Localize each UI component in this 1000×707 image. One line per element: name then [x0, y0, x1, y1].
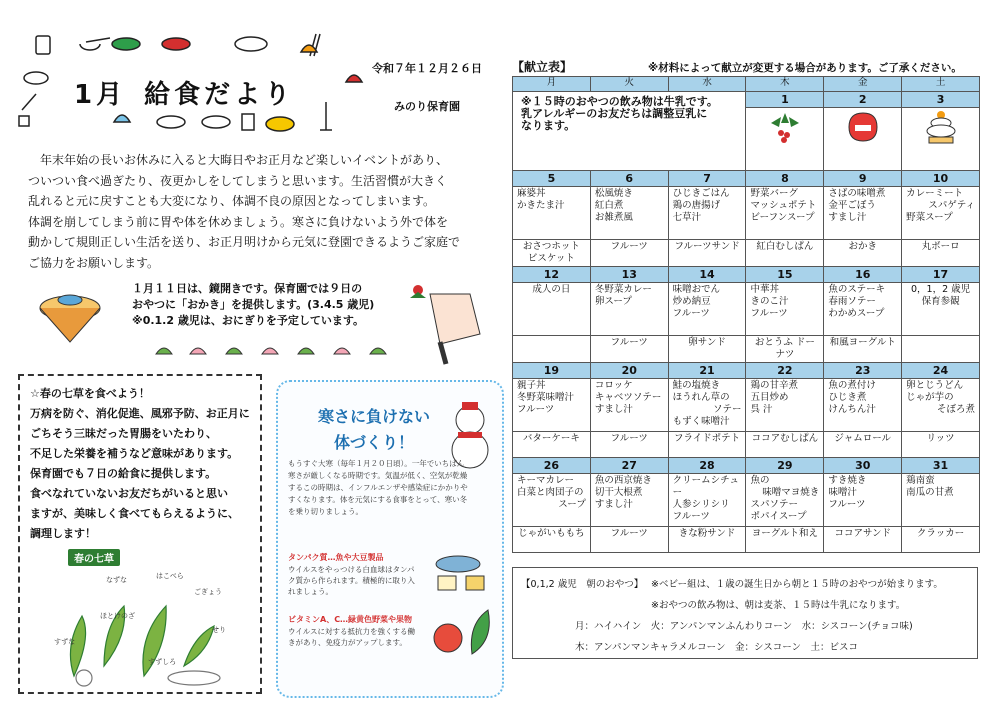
kagami-biraki-notice [132, 281, 402, 329]
menu-line: さばの味噌煮 [828, 188, 886, 199]
morning-snack-list-1: 月：ハイハイン 火：アンパンマンふんわりコーン 水：シスコーン(チョコ味) [575, 621, 913, 632]
snack-cell: フルーツ [590, 336, 668, 363]
date-row [513, 363, 980, 379]
winter-body: もうすぐ大寒（毎年１月２０日頃）。一年でいちばん寒さが厳しくなる時期です。気温が低く、空気が乾燥するこの時期は、インフルエンザや感染症にかかりやすくなります。体を元気にする食事をとって、寒い冬を乗り切りましょう。 [288, 459, 468, 516]
menu-line: 体調を崩してしまう前に胃や体を休めましょう。寒さに負けないよう外で体を [28, 214, 449, 229]
plant-label: ほとけのざ [100, 612, 135, 620]
date-cell: 9 [824, 171, 902, 187]
menu-line: ポパイスープ [750, 511, 807, 522]
snack-cell: リッツ [902, 432, 980, 458]
menu-line: すき焼き [828, 475, 867, 486]
snack-cell: ヨーグルト和え [746, 527, 824, 553]
plant-label: すずな [54, 638, 76, 646]
snack-cell: 丸ボーロ [902, 240, 980, 267]
menu-cell [902, 187, 980, 240]
menu-cell [824, 283, 902, 336]
menu-cell [746, 379, 824, 432]
menu-line: ひじきごはん [672, 188, 730, 199]
menu-cell [668, 474, 746, 527]
date-cell: 24 [902, 363, 980, 379]
plant-label: すずしろ [148, 658, 177, 666]
holiday-cell [746, 108, 824, 171]
menu-line: 麻婆丼 [517, 188, 546, 199]
menu-line: 鶏の甘辛煮 [750, 380, 798, 391]
fish-tofu-illustration [428, 550, 498, 594]
menu-cell [824, 474, 902, 527]
snack-cell: フルーツ [590, 527, 668, 553]
date-cell: 5 [513, 171, 591, 187]
snack-cell: じゃがいももち [513, 527, 591, 553]
menu-line: 魚の煮付け [828, 380, 876, 391]
menu-line: ソテー [712, 404, 742, 415]
menu-line: ビーフンスープ [750, 212, 815, 223]
snack-cell: フルーツサンド [668, 240, 746, 267]
menu-line: なります。 [521, 119, 576, 132]
menu-line: 鮭の塩焼き [672, 380, 721, 391]
menu-line: 卵スープ [594, 296, 632, 307]
shishimai-icon [843, 109, 883, 145]
menu-line: 年末年始の長いお休みに入ると大晦日やお正月など楽しいイベントがあり、 [40, 153, 449, 167]
date-cell: 13 [590, 267, 668, 283]
menu-line: キャベツソテー [594, 392, 662, 403]
menu-line: ☆春の七草を食べよう！ [30, 387, 150, 400]
menu-note: ※材料によって献立が変更する場合があります。ご了承ください。 [648, 62, 962, 74]
menu-line: 五目炒め [750, 392, 789, 403]
weekday-header: 金 [824, 77, 902, 92]
snack-cell: フルーツ [590, 432, 668, 458]
menu-line: お雑煮風 [594, 212, 633, 223]
menu-cell [590, 379, 668, 432]
menu-line: 寒さに負けない [317, 407, 430, 426]
menu-line: 万病を防ぐ、消化促進、風邪予防、お正月に [30, 407, 250, 420]
menu-line: 魚の [750, 475, 770, 486]
menu-line: 調理します！ [30, 527, 96, 540]
menu-cell [668, 187, 746, 240]
menu-line: 人参シリシリ [672, 499, 730, 510]
koma-top-illustration [30, 278, 125, 350]
pine-decoration-row [150, 340, 410, 360]
menu-line: 乳アレルギーのお友だちは調整豆乳に [521, 107, 708, 120]
menu-cell [746, 474, 824, 527]
menu-cell [902, 379, 980, 432]
milk-note [513, 92, 746, 171]
menu-line: きのこ汁 [750, 296, 789, 307]
protein-title: タンパク質…魚や大豆製品 [288, 553, 384, 562]
menu-line: フルーツ [672, 511, 710, 522]
date-cell: 14 [668, 267, 746, 283]
menu-line: ※１５時のおやつの飲み物は牛乳です。 [521, 95, 718, 108]
date-row [513, 458, 980, 474]
morning-snack-heading: 【0,1,2 歳児 朝のおやつ】 [521, 579, 644, 590]
snack-cell: 紅白むしぱん [746, 240, 824, 267]
snack-row [513, 240, 980, 267]
date-row [513, 171, 980, 187]
menu-line: ひじき煮 [828, 392, 867, 403]
date-cell: 2 [824, 92, 902, 108]
issue-date: 令和７年１２月２６日 [372, 62, 482, 75]
menu-line: すまし汁 [594, 404, 633, 415]
menu-cell [824, 379, 902, 432]
menu-line: けんちん汁 [828, 404, 876, 415]
nanakusa-label: 春の七草 [68, 549, 120, 566]
menu-line: キーマカレー [517, 475, 575, 486]
menu-line: 味噌マヨ焼き [762, 487, 820, 498]
snack-cell: おかき [824, 240, 902, 267]
plant-label: ごぎょう [194, 588, 222, 596]
menu-line: 南瓜の甘煮 [906, 487, 954, 498]
menu-line: コロッケ [594, 380, 633, 391]
date-cell: 1 [746, 92, 824, 108]
intro-text [28, 150, 498, 273]
date-cell: 27 [590, 458, 668, 474]
menu-line: マッシュポテト [750, 200, 817, 211]
menu-line: 炒め納豆 [672, 296, 711, 307]
snack-cell: フルーツ [590, 240, 668, 267]
menu-line: 春雨ソテー [828, 296, 876, 307]
menu-line: 親子丼 [517, 380, 546, 391]
snack-cell: 卵サンド [668, 336, 746, 363]
morning-snack-note-2: ※おやつの飲み物は、朝は麦茶、１５時は牛乳になります。 [651, 600, 906, 611]
menu-line: 魚の西京焼き [594, 475, 652, 486]
menu-line: ご協力をお願いします。 [28, 255, 160, 270]
menu-line: 紅白煮 [594, 200, 624, 211]
menu-line: ※0.1.2 歳児は、おにぎりを予定しています。 [132, 314, 364, 327]
menu-line: すまし汁 [828, 212, 867, 223]
menu-cell [513, 379, 591, 432]
dish-row [513, 187, 980, 240]
winter-title [314, 404, 434, 456]
menu-line: そぼろ煮 [936, 404, 975, 415]
winter-health-box [276, 380, 504, 698]
menu-line: 野菜バーグ [750, 188, 798, 199]
hagoita-illustration [400, 280, 490, 368]
newsletter-title [74, 74, 294, 111]
nanakusa-plants-illustration [44, 566, 244, 688]
date-row [513, 92, 980, 108]
menu-line: 七草汁 [672, 212, 702, 223]
menu-line: 味噌汁 [828, 487, 857, 498]
plant-label: なずな [106, 576, 127, 584]
menu-line: 鶏南蛮 [906, 475, 935, 486]
snack-cell: フライドポテト [668, 432, 746, 458]
dish-row [513, 474, 980, 527]
date-cell: 15 [746, 267, 824, 283]
date-cell: 29 [746, 458, 824, 474]
date-cell: 17 [902, 267, 980, 283]
snack-cell: ココアサンド [824, 527, 902, 553]
menu-line: かきたま汁 [517, 200, 565, 211]
menu-line: フルーツ [672, 308, 710, 319]
menu-line: カレーミート [906, 188, 964, 199]
snack-cell: バターケーキ [513, 432, 591, 458]
menu-cell [590, 474, 668, 527]
morning-snack-box [512, 567, 978, 659]
menu-line: 松風焼き [594, 188, 633, 199]
menu-line: おやつに「おかき」を提供します。(3.4.5 歳児) [132, 298, 375, 311]
menu-line: 冬野菜カレー [594, 284, 652, 295]
snack-cell: おとうふ ドーナツ [746, 336, 824, 363]
weekday-header: 水 [668, 77, 746, 92]
date-cell: 23 [824, 363, 902, 379]
menu-line: 鶏の唐揚げ [672, 200, 721, 211]
menu-line: 食べなれていないお友だちがいると思い [30, 487, 228, 500]
nanten-icon [765, 109, 805, 145]
snack-cell: おさつホット ビスケット [513, 240, 591, 267]
date-cell: 10 [902, 171, 980, 187]
snack-cell: きな粉サンド [668, 527, 746, 553]
date-cell: 7 [668, 171, 746, 187]
weekday-header: 木 [746, 77, 824, 92]
vitamin-text: ウイルスに対する抵抗力を強くする働きがあり、免疫力がアップします。 [288, 627, 416, 647]
menu-cell [513, 283, 591, 336]
menu-line: 1月 [74, 80, 127, 110]
date-cell: 28 [668, 458, 746, 474]
menu-line: 味噌おでん [672, 284, 721, 295]
menu-line: ごちそう三昧だった胃腸をいたわり、 [30, 427, 217, 440]
kagami-mochi-icon [921, 109, 961, 145]
dish-row [513, 283, 980, 336]
menu-line: 不足した栄養を補うなど意味があります。 [30, 447, 239, 460]
snack-cell: ココアむしぱん [746, 432, 824, 458]
date-cell: 31 [902, 458, 980, 474]
menu-line: 保育参観 [921, 296, 960, 307]
menu-cell [746, 187, 824, 240]
date-cell: 16 [824, 267, 902, 283]
date-cell: 3 [902, 92, 980, 108]
menu-cell [902, 283, 980, 336]
menu-line: 給食だより [144, 80, 295, 110]
menu-line: 呉 汁 [750, 404, 773, 415]
snack-row [513, 432, 980, 458]
menu-cell [513, 474, 591, 527]
weekday-header-row [513, 77, 980, 92]
menu-line: 動かして規則正しい生活を送り、お正月明けから元気に登園できるようご家庭で [28, 235, 461, 249]
morning-snack-list-2: 木：アンパンマンキャラメルコーン 金：シスコーン 土：ビスコ [575, 642, 859, 653]
menu-line: 金平ごぼう [828, 200, 876, 211]
menu-cell [668, 379, 746, 432]
menu-line: すまし汁 [594, 499, 633, 510]
vitamin-title: ビタミンA、C…緑黄色野菜や果物 [288, 615, 413, 624]
holiday-cell [824, 108, 902, 171]
date-cell: 6 [590, 171, 668, 187]
menu-table [512, 76, 980, 553]
menu-line: 中華丼 [750, 284, 779, 295]
vegetables-illustration [428, 604, 498, 660]
school-name: みのり保育園 [394, 100, 460, 113]
date-cell: 20 [590, 363, 668, 379]
date-cell: 26 [513, 458, 591, 474]
menu-line: スパソテー [750, 499, 798, 510]
date-cell: 12 [513, 267, 591, 283]
weekday-header: 火 [590, 77, 668, 92]
menu-cell [902, 474, 980, 527]
menu-line: 乱れると元に戻すことも大変になり、体調不良の原因となってしまいます。 [28, 194, 436, 208]
weekday-header: 月 [513, 77, 591, 92]
menu-title: 【献立表】 [512, 60, 573, 74]
snack-cell: ジャムロール [824, 432, 902, 458]
menu-line: 魚のステーキ [828, 284, 886, 295]
morning-snack-note-1: ※ベビー組は、１歳の誕生日から朝と１５時のおやつが始まります。 [651, 579, 943, 590]
menu-line: じゃが芋の [906, 392, 954, 403]
menu-line: 成人の日 [532, 284, 571, 295]
menu-cell [590, 283, 668, 336]
snack-cell: 和風ヨーグルト [824, 336, 902, 363]
menu-line: ほうれん草の [672, 392, 730, 403]
snack-row [513, 527, 980, 553]
date-cell: 21 [668, 363, 746, 379]
menu-cell [824, 187, 902, 240]
menu-line: 白菜と肉団子の [517, 487, 584, 498]
dish-row [513, 379, 980, 432]
menu-line: クリームシチュー [672, 475, 739, 498]
date-cell: 22 [746, 363, 824, 379]
snack-cell: クラッカー [902, 527, 980, 553]
holiday-cell [902, 108, 980, 171]
menu-line: もずく味噌汁 [672, 416, 730, 427]
menu-line: スープ [558, 499, 586, 510]
plant-label: せり [212, 626, 226, 634]
menu-line: 野菜スープ [906, 212, 953, 223]
nanakusa-box [18, 374, 262, 694]
menu-line: 冬野菜味噌汁 [517, 392, 575, 403]
date-cell: 30 [824, 458, 902, 474]
menu-cell [668, 283, 746, 336]
plant-label: はこべら [156, 572, 184, 580]
date-row [513, 267, 980, 283]
date-cell: 19 [513, 363, 591, 379]
menu-line: ついつい食べ過ぎたり、夜更かしをしてしまうと思います。生活習慣が大きく [28, 173, 448, 188]
menu-cell [513, 187, 591, 240]
menu-cell [746, 283, 824, 336]
menu-line: １月１１日は、鏡開きです。保育園では９日の [132, 282, 363, 295]
protein-text: ウイルスをやっつける白血球はタンパク質から作られます。積極的に取り入れましょう。 [288, 565, 415, 596]
snack-row [513, 336, 980, 363]
date-cell: 8 [746, 171, 824, 187]
weekday-header: 土 [902, 77, 980, 92]
menu-line: 体づくり！ [333, 433, 414, 452]
menu-line: 卵とじうどん [906, 380, 964, 391]
menu-line: 0，1，2 歳児 [910, 284, 971, 295]
menu-line: 切干大根煮 [594, 487, 643, 498]
menu-line: スパゲティ [928, 200, 975, 211]
menu-line: フルーツ [828, 499, 866, 510]
menu-line: わかめスープ [828, 308, 885, 319]
menu-line: フルーツ [750, 308, 788, 319]
menu-cell [590, 187, 668, 240]
snack-cell [902, 336, 980, 363]
menu-line: ますが、美味しく食べてもらえるように、 [30, 507, 239, 520]
menu-line: 保育園でも７日の給食に提供します。 [30, 467, 217, 480]
menu-line: フルーツ [517, 404, 555, 415]
snack-cell [513, 336, 591, 363]
